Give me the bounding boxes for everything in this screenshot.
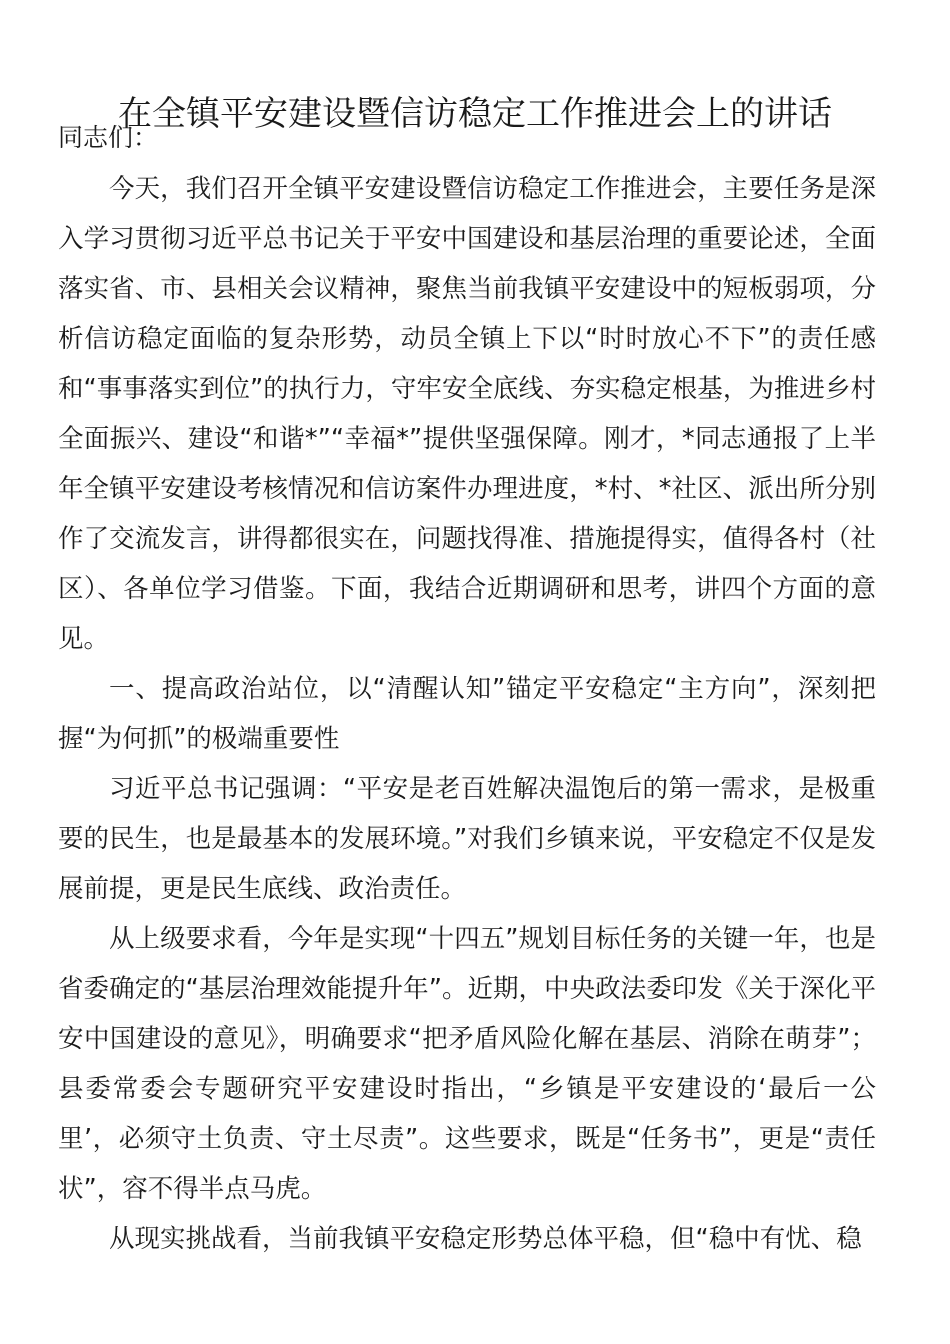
section-heading-1: 一、提高政治站位，以“清醒认知”锚定平安稳定“主方向”，深刻把握“为何抓”的极端重要性 bbox=[58, 674, 876, 754]
salutation: 同志们： bbox=[58, 123, 159, 152]
document-title: 在全镇平安建设暨信访稳定工作推进会上的讲话 bbox=[118, 93, 832, 134]
paragraph-superior-requirements: 从上级要求看，今年是实现“十四五”规划目标任务的关键一年，也是省委确定的“基层治理效能提升年”。近期，中央政法委印发《关于深化平安中国建设的意见》，明确要求“把矛盾风险化解在基层、消除在萌芽”；县委常委会专题研究平安建设时指出，“乡镇是平安建设的‘最后一公里’，必须守土负责、守土尽责”。这些要求，既是“任务书”，更是“责任状”，容不得半点马虎。 bbox=[58, 924, 876, 1204]
paragraph-realistic-challenges: 从现实挑战看，当前我镇平安稳定形势总体平稳，但“稳中有忧、稳 bbox=[109, 1224, 862, 1254]
document-body bbox=[58, 164, 876, 1264]
paragraph-intro: 今天，我们召开全镇平安建设暨信访稳定工作推进会，主要任务是深入学习贯彻习近平总书记关于平安中国建设和基层治理的重要论述，全面落实省、市、县相关会议精神，聚焦当前我镇平安建设中的短板弱项，分析信访稳定面临的复杂形势，动员全镇上下以“时时放心不下”的责任感和“事事落实到位”的执行力，守牢安全底线、夯实稳定根基，为推进乡村全面振兴、建设“和谐*”“幸福*”提供坚强保障。刚才，*同志通报了上半年全镇平安建设考核情况和信访案件办理进度，*村、*社区、派出所分别作了交流发言，讲得都很实在，问题找得准、措施提得实，值得各村（社区）、各单位学习借鉴。下面，我结合近期调研和思考，讲四个方面的意见。 bbox=[58, 174, 876, 654]
paragraph-quote: 习近平总书记强调：“平安是老百姓解决温饱后的第一需求，是极重要的民生，也是最基本的发展环境。”对我们乡镇来说，平安稳定不仅是发展前提，更是民生底线、政治责任。 bbox=[58, 774, 876, 904]
